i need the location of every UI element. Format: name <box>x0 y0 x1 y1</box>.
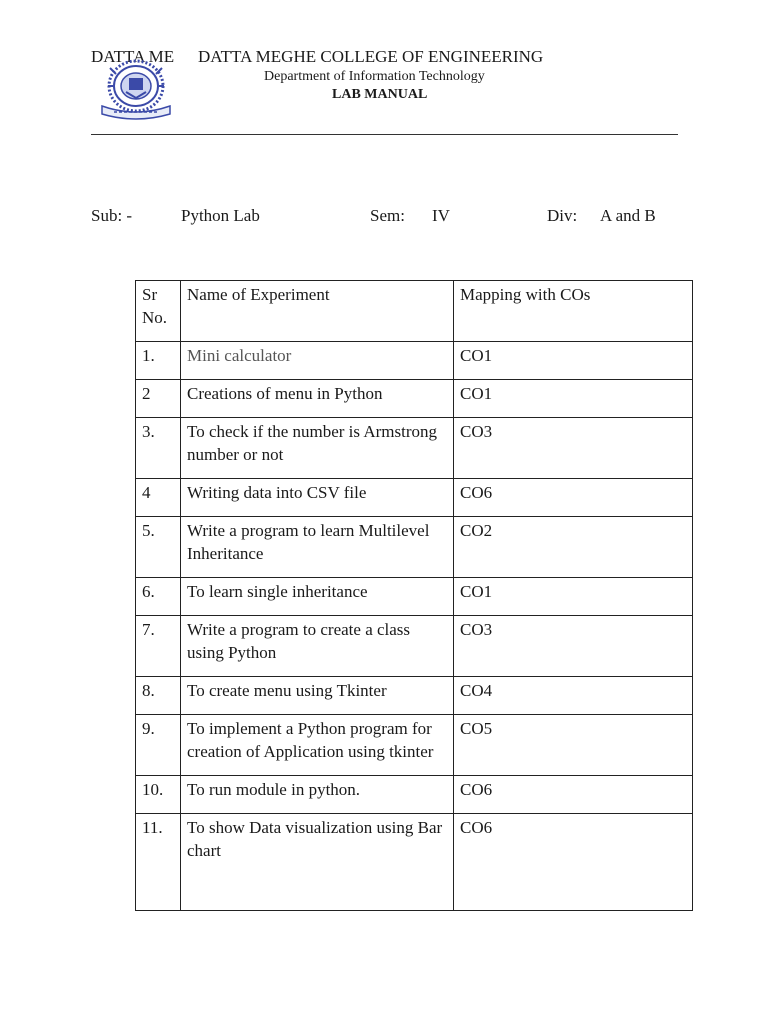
table-row <box>136 715 693 776</box>
row-experiment: To run module in python. <box>181 776 454 814</box>
row-sr: 8. <box>136 677 181 715</box>
row-sr: 5. <box>136 517 181 578</box>
semester-label: Sem: <box>370 206 405 225</box>
table-row <box>136 616 693 677</box>
row-sr: 4 <box>136 479 181 517</box>
college-emblem-icon <box>96 56 176 122</box>
row-experiment: Write a program to create a class using Python <box>181 616 454 677</box>
row-sr: 2 <box>136 380 181 418</box>
row-co: CO3 <box>454 616 693 677</box>
row-sr: 3. <box>136 418 181 479</box>
table-row <box>136 418 693 479</box>
row-sr: 1. <box>136 342 181 380</box>
header-experiment-name: Name of Experiment <box>181 281 454 342</box>
row-co: CO6 <box>454 479 693 517</box>
row-sr: 11. <box>136 814 181 911</box>
row-sr: 10. <box>136 776 181 814</box>
table-row <box>136 814 693 911</box>
row-co: CO1 <box>454 578 693 616</box>
table-row <box>136 578 693 616</box>
college-name: DATTA MEGHE COLLEGE OF ENGINEERING <box>198 47 544 66</box>
subject-value: Python Lab <box>181 206 260 225</box>
header-divider <box>91 134 678 135</box>
table-row <box>136 517 693 578</box>
row-experiment: Writing data into CSV file <box>181 479 454 517</box>
table-row <box>136 776 693 814</box>
row-experiment: Mini calculator <box>181 342 454 380</box>
division-value: A and B <box>600 206 656 225</box>
row-experiment: To implement a Python program for creation of Application using tkinter <box>181 715 454 776</box>
row-experiment: Write a program to learn Multilevel Inheritance <box>181 517 454 578</box>
row-experiment: To check if the number is Armstrong number or not <box>181 418 454 479</box>
row-sr: 7. <box>136 616 181 677</box>
header-sr-no: Sr No. <box>136 281 181 342</box>
table-row <box>136 342 693 380</box>
semester-value: IV <box>432 206 450 225</box>
row-co: CO5 <box>454 715 693 776</box>
row-co: CO6 <box>454 814 693 911</box>
row-experiment: To learn single inheritance <box>181 578 454 616</box>
table-row <box>136 479 693 517</box>
subject-label: Sub: - <box>91 206 133 225</box>
row-co: CO4 <box>454 677 693 715</box>
row-co: CO2 <box>454 517 693 578</box>
manual-title: LAB MANUAL <box>332 87 428 102</box>
row-co: CO1 <box>454 342 693 380</box>
row-co: CO6 <box>454 776 693 814</box>
row-sr: 6. <box>136 578 181 616</box>
division-label: Div: <box>547 206 578 225</box>
row-experiment: To show Data visualization using Bar chart <box>181 814 454 911</box>
row-co: CO3 <box>454 418 693 479</box>
row-co: CO1 <box>454 380 693 418</box>
experiments-table <box>135 280 693 911</box>
header-co-mapping: Mapping with COs <box>454 281 693 342</box>
row-sr: 9. <box>136 715 181 776</box>
row-experiment: Creations of menu in Python <box>181 380 454 418</box>
table-header-row <box>136 281 693 342</box>
row-experiment: To create menu using Tkinter <box>181 677 454 715</box>
college-name-prefix: DATTA ME <box>91 47 175 66</box>
table-row <box>136 677 693 715</box>
department-name: Department of Information Technology <box>264 69 485 84</box>
table-row <box>136 380 693 418</box>
